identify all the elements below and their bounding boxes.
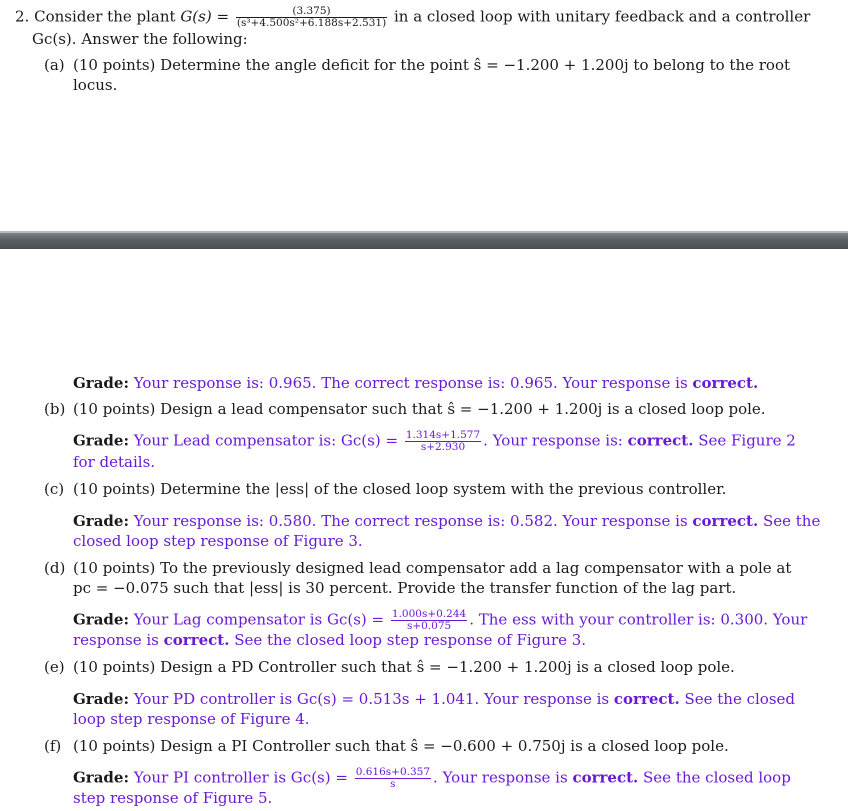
part-b-lead-transfer-function — [405, 430, 481, 453]
part-e-question: (10 points) Design a PD Controller such that ŝ = −1.200 + 1.200j is a closed loop pole. — [73, 658, 735, 676]
part-a-label: (a) — [44, 56, 65, 74]
grade-label: Grade: — [73, 610, 130, 629]
problem-intro-cont: in a closed loop with unitary feedback and a controller — [393, 7, 811, 26]
problem-statement — [15, 6, 810, 29]
page-divider — [0, 231, 848, 249]
part-f-tf-numerator: 0.616s+0.357 — [355, 766, 431, 778]
part-c-label: (c) — [44, 480, 65, 498]
problem-intro-line2: Gc(s). Answer the following: — [32, 30, 248, 48]
part-f-pi-transfer-function — [355, 767, 431, 790]
part-b-grade-mid: . Your response is: — [483, 431, 623, 450]
part-a-grade-text: Your response is: 0.965. The correct response is: 0.965. Your response is — [133, 374, 688, 392]
part-b-grade-status: correct. — [627, 431, 694, 450]
part-f-grade-post: See the closed loop — [643, 768, 791, 787]
part-d-grade-line2-b: See the closed loop step response of Figure 3. — [234, 631, 587, 649]
part-d-lag-transfer-function — [391, 609, 467, 632]
part-b-label: (b) — [44, 400, 66, 418]
part-d-tf-numerator: 1.000s+0.244 — [391, 608, 467, 620]
part-d-grade-status: correct. — [163, 631, 230, 649]
grade-label: Grade: — [73, 768, 130, 787]
page-divider-highlight — [0, 231, 848, 233]
part-b-grade — [73, 430, 796, 453]
part-f-label: (f) — [44, 737, 62, 755]
part-a-grade — [73, 373, 758, 393]
part-c-grade-post: See the — [762, 512, 821, 530]
plant-denominator: (s³+4.500s²+6.188s+2.531) — [236, 17, 387, 29]
part-d-grade-mid: . The ess with your controller is: 0.300. Your — [469, 610, 808, 629]
part-e-label: (e) — [44, 658, 65, 676]
part-b-grade-pre: Your Lead compensator is: Gc(s) = — [133, 431, 399, 450]
grade-label: Grade: — [73, 512, 130, 530]
part-b-grade-post: See Figure 2 — [698, 431, 796, 450]
part-f-grade-status: correct. — [572, 768, 639, 787]
grade-label: Grade: — [73, 374, 130, 392]
part-d-grade-line2 — [73, 630, 586, 650]
part-d-grade — [73, 609, 807, 632]
part-d-grade-pre: Your Lag compensator is Gc(s) = — [133, 610, 385, 629]
part-d-question-line2: pc = −0.075 such that |ess| is 30 percent. Provide the transfer function of the lag part. — [73, 579, 737, 597]
part-b-tf-denominator: s+2.930 — [405, 441, 481, 453]
part-f-question: (10 points) Design a PI Controller such that ŝ = −0.600 + 0.750j is a closed loop pole. — [73, 737, 729, 755]
part-a-grade-status: correct. — [692, 374, 759, 392]
part-a-question: (10 points) Determine the angle deficit for the point ŝ = −1.200 + 1.200j to belong to the root — [73, 56, 791, 74]
problem-intro: Consider the plant — [34, 7, 176, 26]
part-c-grade — [73, 511, 820, 531]
part-c-grade-line2: closed loop step response of Figure 3. — [73, 532, 363, 550]
part-b-tf-numerator: 1.314s+1.577 — [405, 429, 481, 441]
plant-transfer-function — [236, 6, 387, 29]
part-f-tf-denominator: s — [355, 778, 431, 790]
part-f-grade — [73, 767, 791, 790]
part-e-grade-line2: loop step response of Figure 4. — [73, 710, 310, 728]
part-d-grade-line2-a: response is — [73, 631, 159, 649]
part-d-tf-denominator: s+0.075 — [391, 620, 467, 632]
part-e-grade-post: See the closed — [684, 690, 796, 708]
part-d-question: (10 points) To the previously designed lead compensator add a lag compensator with a pole at — [73, 559, 792, 577]
part-b-grade-line2: for details. — [73, 453, 156, 471]
grade-label: Grade: — [73, 431, 130, 450]
part-a-question-line2: locus. — [73, 76, 118, 94]
part-e-grade — [73, 689, 795, 709]
part-f-grade-pre: Your PI controller is Gc(s) = — [133, 768, 348, 787]
part-f-grade-line2: step response of Figure 5. — [73, 789, 273, 807]
part-c-grade-text: Your response is: 0.580. The correct response is: 0.582. Your response is — [133, 512, 688, 530]
part-d-label: (d) — [44, 559, 66, 577]
part-e-grade-status: correct. — [613, 690, 680, 708]
problem-number: 2. — [15, 7, 30, 26]
part-b-question: (10 points) Design a lead compensator such that ŝ = −1.200 + 1.200j is a closed loop pole. — [73, 400, 766, 418]
part-c-question: (10 points) Determine the |ess| of the closed loop system with the previous controller. — [73, 480, 727, 498]
grade-label: Grade: — [73, 690, 130, 708]
part-c-grade-status: correct. — [692, 512, 759, 530]
part-e-grade-pre: Your PD controller is Gc(s) = 0.513s + 1.041. Your response is — [133, 690, 610, 708]
plant-numerator: (3.375) — [292, 5, 331, 17]
part-f-grade-mid: . Your response is — [433, 768, 568, 787]
plant-lhs: G(s) = — [180, 7, 230, 26]
